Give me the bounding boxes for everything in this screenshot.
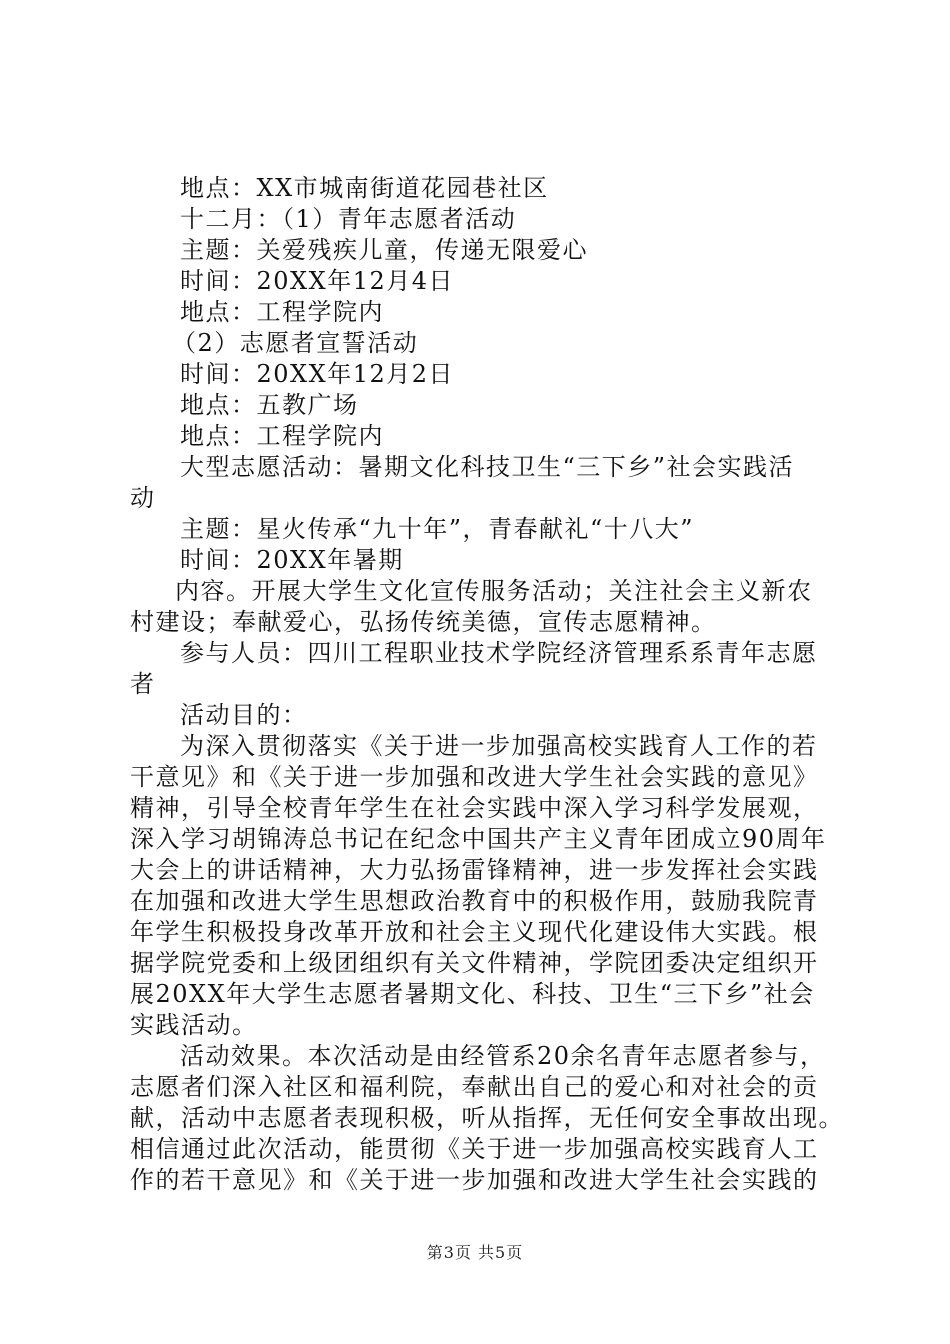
text-line: 者 xyxy=(130,670,156,698)
text-line: 深入学习胡锦涛总书记在纪念中国共产主义青年团成立90周年 xyxy=(130,825,827,853)
text-line: 地点：五教广场 xyxy=(180,391,359,419)
text-line: 地点：工程学院内 xyxy=(180,422,384,450)
text-line: 实践活动。 xyxy=(130,1011,258,1039)
text-line: 时间：20XX年12月2日 xyxy=(180,360,455,388)
text-line: 相信通过此次活动，能贯彻《关于进一步加强高校实践育人工 xyxy=(130,1135,819,1163)
text-line: 精神，引导全校青年学生在社会实践中深入学习科学发展观， xyxy=(130,794,819,822)
document-body xyxy=(130,173,844,1196)
text-line: 年学生积极投身改革开放和社会主义现代化建设伟大实践。根 xyxy=(130,918,819,946)
text-line: 时间：20XX年暑期 xyxy=(180,546,404,574)
text-line: 据学院党委和上级团组织有关文件精神，学院团委决定组织开 xyxy=(130,949,819,977)
text-line: 地点：XX市城南街道花园巷社区 xyxy=(180,174,549,202)
text-line: 内容。开展大学生文化宣传服务活动；关注社会主义新农 xyxy=(175,577,813,605)
text-line: 大型志愿活动：暑期文化科技卫生“三下乡”社会实践活 xyxy=(180,453,795,481)
text-line: 为深入贯彻落实《关于进一步加强高校实践育人工作的若 xyxy=(180,732,818,760)
text-line: 在加强和改进大学生思想政治教育中的积极作用，鼓励我院青 xyxy=(130,887,819,915)
text-line: 时间：20XX年12月4日 xyxy=(180,267,455,295)
text-line: 献，活动中志愿者表现积极，听从指挥，无任何安全事故出现。 xyxy=(130,1104,844,1132)
text-line: 活动目的： xyxy=(180,701,308,729)
text-line: 主题：关爱残疾儿童，传递无限爱心 xyxy=(180,236,588,264)
text-line: 展20XX年大学生志愿者暑期文化、科技、卫生“三下乡”社会 xyxy=(130,980,815,1008)
text-line: 村建设；奉献爱心，弘扬传统美德，宣传志愿精神。 xyxy=(130,608,717,636)
text-line: 作的若干意见》和《关于进一步加强和改进大学生社会实践的 xyxy=(130,1166,819,1194)
text-line: 志愿者们深入社区和福利院，奉献出自己的爱心和对社会的贡 xyxy=(130,1073,819,1101)
text-line: 动 xyxy=(130,484,156,512)
text-line: 地点：工程学院内 xyxy=(180,298,384,326)
text-line: 主题：星火传承“九十年”，青春献礼“十八大” xyxy=(180,515,695,543)
page-number-footer: 第3页 共5页 xyxy=(426,1243,524,1262)
text-line: 活动效果。本次活动是由经管系20余名青年志愿者参与， xyxy=(180,1042,826,1070)
text-line: 参与人员：四川工程职业技术学院经济管理系系青年志愿 xyxy=(180,639,818,667)
text-line: 十二月：（1）青年志愿者活动 xyxy=(180,205,517,233)
text-line: 干意见》和《关于进一步加强和改进大学生社会实践的意见》 xyxy=(130,763,819,791)
text-line: （2）志愿者宣誓活动 xyxy=(172,329,419,357)
text-line: 大会上的讲话精神，大力弘扬雷锋精神，进一步发挥社会实践 xyxy=(130,856,819,884)
